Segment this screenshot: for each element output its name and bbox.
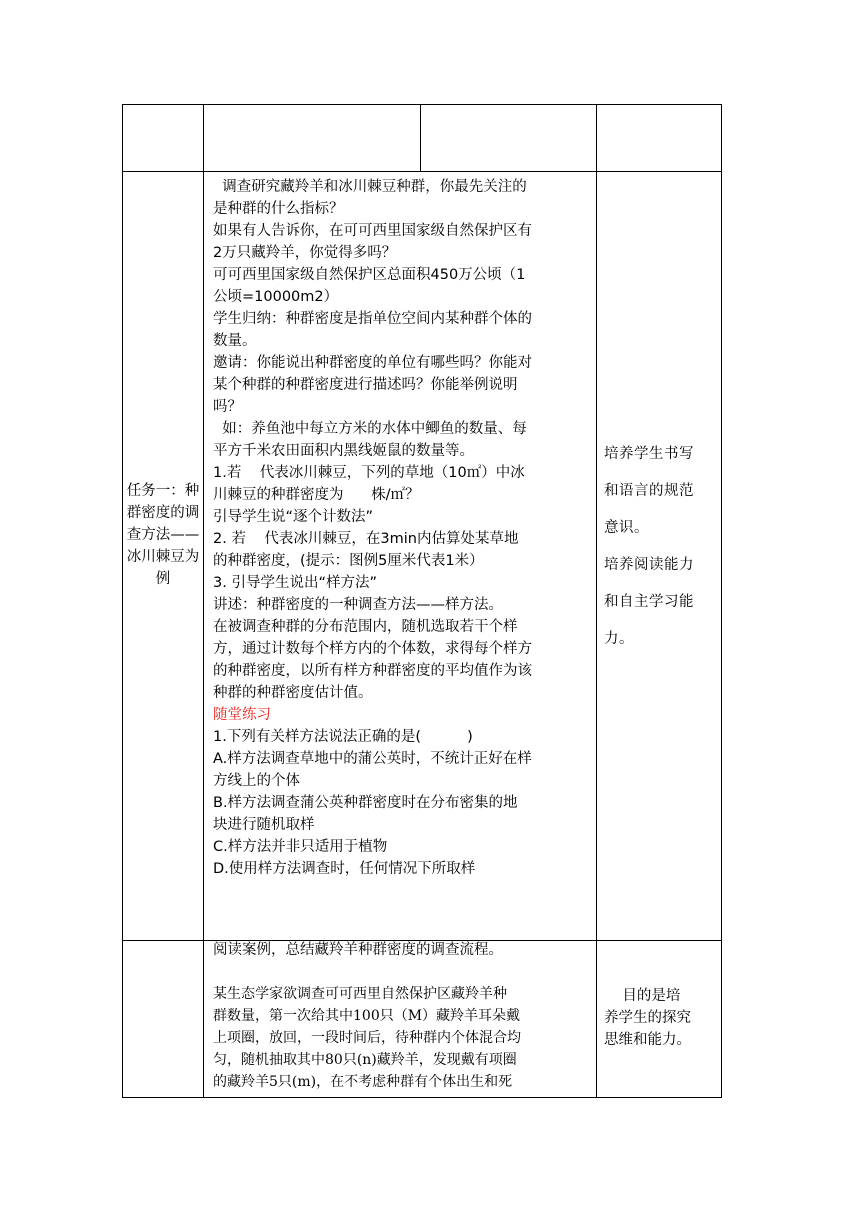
content-line: 的种群密度，(提示：图例5厘米代表1米）: [213, 553, 484, 569]
content-line: 1.若 代表冰川棘豆，下列的草地（10㎡）中冰: [213, 465, 525, 481]
practice-line: C.样方法并非只适用于植物: [213, 839, 388, 855]
content-line: 2. 若 代表冰川棘豆，在3min内估算处某草地: [213, 531, 519, 547]
content-line: 如：养鱼池中每立方米的水体中鲫鱼的数量、每: [213, 421, 527, 437]
task-label: 任务一：种群密度的调查方法——冰川棘豆为例: [126, 483, 200, 587]
goal2-line: 思维和能力。: [604, 1032, 691, 1048]
rule-col1: [203, 104, 204, 1098]
practice-line: B.样方法调查蒲公英种群密度时在分布密集的地: [213, 795, 518, 811]
goal-line: 和语言的规范: [604, 483, 694, 499]
content-line: 吗？: [213, 399, 242, 415]
goal-line: 培养阅读能力: [604, 557, 694, 573]
goal-line: 力。: [604, 631, 634, 647]
rule-col3: [721, 104, 722, 1098]
rule-top: [122, 104, 722, 105]
goal-line: 和自主学习能: [604, 594, 694, 610]
goal-line: 意识。: [604, 520, 649, 536]
content-line: 某个种群的种群密度进行描述吗？你能举例说明: [213, 377, 518, 393]
content-line: 平方千米农田面积内黑线姬鼠的数量等。: [213, 443, 474, 459]
content-line: 种群的种群密度估计值。: [213, 685, 373, 701]
content-line: 引导学生说“逐个计数法”: [213, 509, 374, 525]
content-line: 2万只藏羚羊，你觉得多吗？: [213, 245, 397, 261]
goal2-text: [604, 985, 716, 1051]
content-line: 的种群密度，以所有样方种群密度的平均值作为该: [213, 663, 532, 679]
goal2-line: 养学生的探究: [604, 1010, 691, 1026]
content-line: 邀请：你能说出种群密度的单位有哪些吗？你能对: [213, 355, 532, 371]
rule-row1: [122, 171, 722, 172]
content-line: 调查研究藏羚羊和冰川棘豆种群，你最先关注的: [213, 179, 527, 195]
rule-col2: [596, 104, 597, 1098]
case-line: 上项圈，放回，一段时间后，待种群内个体混合均: [213, 1030, 521, 1046]
blank-line: [213, 961, 595, 983]
case-content: [213, 940, 595, 1093]
content-line: 方，通过计数每个样方内的个体数，求得每个样方: [213, 641, 532, 657]
content-line: 是种群的什么指标？: [213, 201, 344, 217]
practice-line: 方线上的个体: [213, 773, 300, 789]
content-line: 3. 引导学生说出“样方法”: [213, 575, 377, 591]
case-line: 的藏羚羊5只(m)，在不考虑种群有个体出生和死: [213, 1074, 513, 1090]
practice-heading: 随堂练习: [213, 707, 271, 723]
content-line: 可可西里国家级自然保护区总面积450万公顷（1: [213, 267, 526, 283]
content-line: 在被调查种群的分布范围内，随机选取若干个样: [213, 619, 518, 635]
rule-col0: [122, 104, 123, 1098]
case-line: 匀，随机抽取其中80只(n)藏羚羊，发现戴有项圈: [213, 1052, 517, 1068]
content-line: 如果有人告诉你，在可可西里国家级自然保护区有: [213, 223, 532, 239]
goal-text: [604, 436, 716, 658]
case-intro: 阅读案例，总结藏羚羊种群密度的调查流程。: [213, 942, 503, 958]
rule-col-mid: [420, 104, 421, 171]
main-content: [213, 176, 595, 880]
goal2-line: 目的是培: [604, 988, 681, 1004]
content-line: 讲述：种群密度的一种调查方法——样方法。: [213, 597, 503, 613]
content-line: 川棘豆的种群密度为 株/㎡？: [213, 487, 420, 503]
practice-line: D.使用样方法调查时，任何情况下所取样: [213, 861, 476, 877]
content-line: 数量。: [213, 333, 257, 349]
case-line: 某生态学家欲调查可可西里自然保护区藏羚羊种: [213, 986, 507, 1002]
rule-bottom: [122, 1097, 722, 1098]
content-line: 学生归纳：种群密度是指单位空间内某种群个体的: [213, 311, 532, 327]
case-line: 群数量，第一次给其中100只（M）藏羚羊耳朵戴: [213, 1008, 521, 1024]
practice-line: 1.下列有关样方法说法正确的是( ): [213, 729, 473, 745]
goal-line: 培养学生书写: [604, 446, 694, 462]
case-paragraph: [213, 983, 595, 1093]
content-line: 公顷=10000m2）: [213, 289, 339, 305]
practice-line: A.样方法调查草地中的蒲公英时，不统计正好在样: [213, 751, 532, 767]
practice-line: 块进行随机取样: [213, 817, 315, 833]
